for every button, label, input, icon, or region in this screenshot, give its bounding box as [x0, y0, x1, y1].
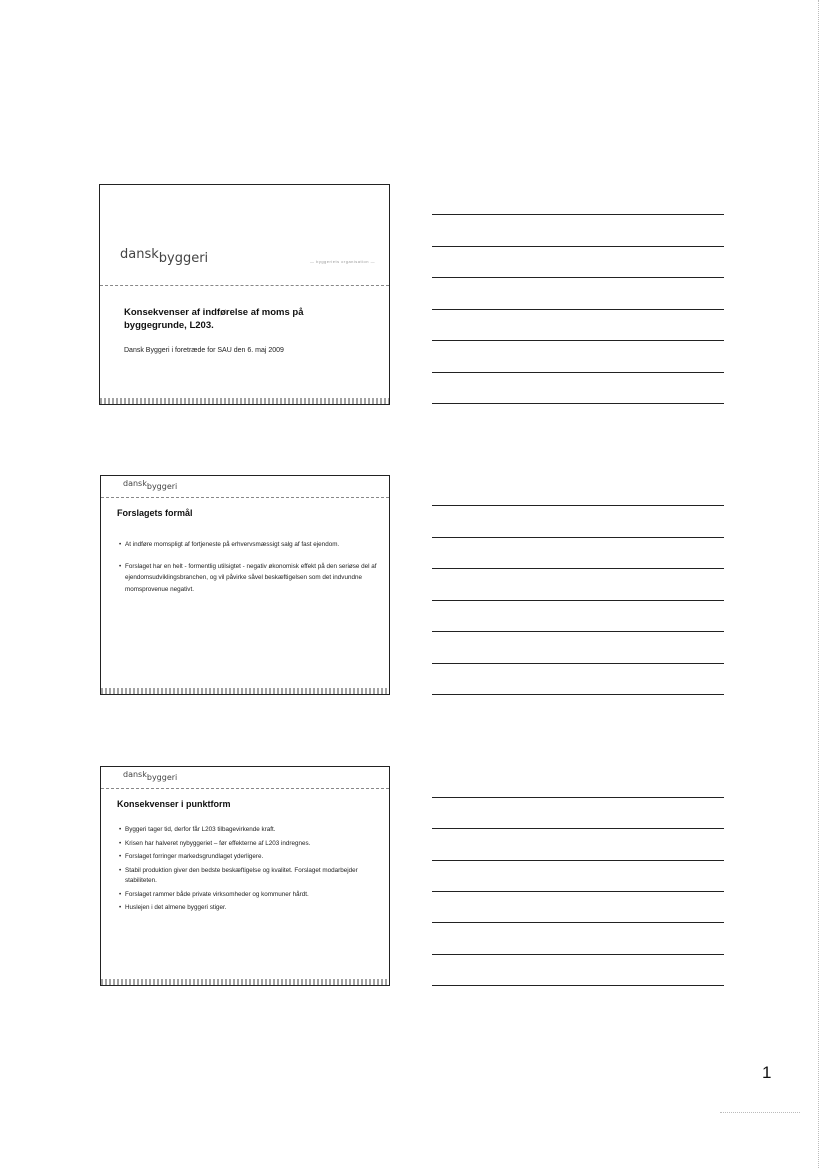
note-line — [432, 922, 724, 923]
bullet-item: • Huslejen i det almene byggeri stiger. — [119, 903, 381, 914]
slide-subtitle: Dansk Byggeri i foretræde for SAU den 6. maj 2009 — [124, 347, 284, 354]
page-edge-dotted — [818, 0, 819, 1168]
slide-footer-strip — [100, 398, 389, 404]
logo-byggeri: byggeri — [146, 482, 178, 491]
bullet-list — [119, 825, 381, 914]
note-line — [432, 860, 724, 861]
note-line — [432, 246, 724, 247]
logo-dansk: dansk — [123, 479, 147, 488]
note-line — [432, 891, 724, 892]
bullet-item: • At indføre momspligt af fortjeneste på erhvervsmæssigt salg af fast ejendom. — [119, 539, 377, 551]
slide-heading: Forslagets formål — [117, 508, 193, 518]
note-line — [432, 663, 724, 664]
slide-footer-strip — [101, 979, 389, 985]
note-line — [432, 214, 724, 215]
note-line — [432, 600, 724, 601]
slide-footer-strip — [101, 688, 389, 694]
slide-2 — [100, 475, 390, 695]
scan-artifact — [720, 1112, 800, 1113]
bullet-item: • Krisen har halveret nybyggeriet – før effekterne af L203 indregnes. — [119, 839, 381, 850]
bullet-list — [119, 539, 377, 595]
notes-lines-2 — [432, 505, 724, 697]
bullet-item: • Byggeri tager tid, derfor får L203 tilbagevirkende kraft. — [119, 825, 381, 836]
note-line — [432, 985, 724, 986]
note-line — [432, 797, 724, 798]
note-line — [432, 372, 724, 373]
note-line — [432, 694, 724, 695]
notes-lines-3 — [432, 797, 724, 989]
slide-divider — [100, 285, 389, 286]
slide-heading: Konsekvenser i punktform — [117, 799, 231, 809]
page-number: 1 — [762, 1063, 772, 1082]
slide-title — [124, 306, 304, 332]
note-line — [432, 828, 724, 829]
logo-dansk: dansk — [120, 247, 159, 262]
slide-3 — [100, 766, 390, 986]
logo-tagline: — byggeriets organisation — — [310, 259, 376, 264]
note-line — [432, 403, 724, 404]
logo-byggeri: byggeri — [158, 251, 209, 266]
note-line — [432, 537, 724, 538]
dansk-byggeri-logo — [123, 479, 178, 491]
note-line — [432, 309, 724, 310]
logo-dansk: dansk — [123, 770, 147, 779]
note-line — [432, 340, 724, 341]
note-line — [432, 277, 724, 278]
slide-divider — [101, 497, 389, 498]
dansk-byggeri-logo — [120, 247, 209, 266]
dansk-byggeri-logo — [123, 770, 178, 782]
bullet-item: • Forslaget rammer både private virksomheder og kommuner hårdt. — [119, 890, 381, 901]
slide-divider — [101, 788, 389, 789]
bullet-item: • Forslaget forringer markedsgrundlaget yderligere. — [119, 852, 381, 863]
note-line — [432, 631, 724, 632]
note-line — [432, 568, 724, 569]
bullet-item: • Forslaget har en helt - formentlig utilsigtet - negativ økonomisk effekt på den seriøse del af ejendomsudviklingsbranchen, og vil påvirke såvel beskæftigelsen som det indvundne momsprovenue negativt. — [119, 561, 377, 596]
note-line — [432, 954, 724, 955]
bullet-item: • Stabil produktion giver den bedste beskæftigelse og kvalitet. Forslaget modarbejder stabiliteten. — [119, 866, 381, 887]
note-line — [432, 505, 724, 506]
title-line-1: Konsekvenser af indførelse af moms på — [124, 307, 304, 318]
notes-lines-1 — [432, 214, 724, 406]
logo-byggeri: byggeri — [146, 773, 178, 782]
title-line-2: byggegrunde, L203. — [124, 320, 214, 331]
slide-1 — [99, 184, 390, 405]
